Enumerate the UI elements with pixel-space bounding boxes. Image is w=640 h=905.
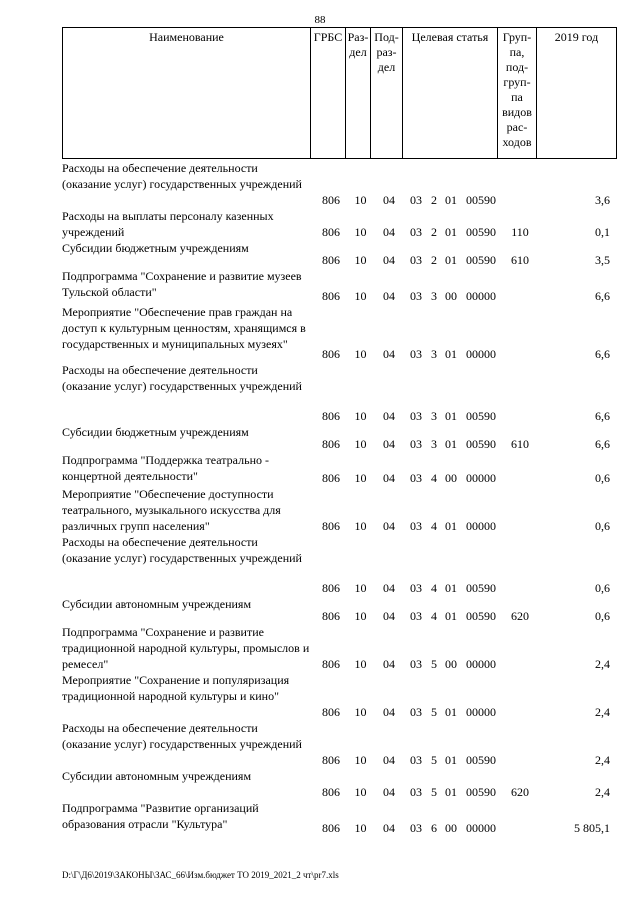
row-name: Подпрограмма "Поддержка театрально - концертной деятельности": [62, 453, 269, 483]
row-target-subprogram: 5: [431, 753, 437, 767]
row-target-event: 01: [445, 581, 457, 595]
row-target-program: 03: [410, 705, 422, 719]
row-target-program: 03: [410, 657, 422, 671]
row-target-event: 01: [445, 519, 457, 533]
row-target-direction: 00590: [466, 225, 496, 239]
row-grbs: 806: [322, 289, 340, 303]
row-target-direction: 00590: [466, 785, 496, 799]
file-path-footer: D:\Г\Д6\2019\ЗАКОНЫ\ЗАС_66\Изм.бюджет ТО 2019_2021_2 чт\pr7.xls: [62, 870, 339, 880]
row-target-subprogram: 3: [431, 437, 437, 451]
row-razdel: 10: [354, 821, 367, 835]
row-podrazdel: 04: [383, 753, 395, 767]
row-target-subprogram: 4: [431, 581, 437, 595]
row-razdel: 10: [354, 253, 367, 267]
header-vid: Груп- па, под- груп- па видов рас- ходов: [498, 28, 537, 159]
row-amount: 2,4: [595, 657, 610, 671]
row-expense-type: [501, 486, 539, 534]
row-name: Расходы на обеспечение деятельности (оказание услуг) государственных учреждений: [62, 363, 302, 393]
row-amount: 2,4: [595, 705, 610, 719]
row-target-subprogram: 2: [431, 253, 437, 267]
row-name: Расходы на обеспечение деятельности (оказание услуг) государственных учреждений: [62, 161, 302, 191]
row-target-subprogram: 3: [431, 289, 437, 303]
row-podrazdel: 04: [383, 471, 395, 485]
header-podrazdel: Под- раз- дел: [371, 28, 403, 159]
row-podrazdel: 04: [383, 657, 395, 671]
row-name: Подпрограмма "Сохранение и развитие музеев Тульской области": [62, 269, 302, 299]
row-amount: 0,6: [595, 581, 610, 595]
row-amount: 2,4: [595, 785, 610, 799]
table-row: [62, 208, 616, 240]
row-target-event: 01: [445, 347, 457, 361]
row-expense-type: [501, 362, 539, 424]
row-target-event: 01: [445, 193, 457, 207]
row-target-direction: 00590: [466, 193, 496, 207]
row-target-event: 01: [445, 409, 457, 423]
row-target-event: 00: [445, 471, 457, 485]
row-grbs: 806: [322, 225, 340, 239]
table-row: [62, 486, 616, 534]
row-podrazdel: 04: [383, 253, 395, 267]
table-row: [62, 362, 616, 424]
row-expense-type: [501, 534, 539, 596]
row-target-subprogram: 5: [431, 705, 437, 719]
row-name: Субсидии бюджетным учреждениям: [62, 425, 249, 439]
row-podrazdel: 04: [383, 609, 395, 623]
row-target-subprogram: 5: [431, 657, 437, 671]
table-row: [62, 534, 616, 596]
row-razdel: 10: [354, 753, 367, 767]
table-header: [62, 27, 617, 159]
row-expense-type: [501, 672, 539, 720]
row-grbs: 806: [322, 253, 340, 267]
row-target-program: 03: [410, 609, 422, 623]
row-grbs: 806: [322, 753, 340, 767]
row-target-direction: 00000: [466, 657, 496, 671]
row-amount: 3,6: [595, 193, 610, 207]
row-target-event: 01: [445, 785, 457, 799]
row-target-direction: 00000: [466, 289, 496, 303]
row-expense-type: 620: [511, 609, 529, 623]
row-target-direction: 00590: [466, 437, 496, 451]
table-row: [62, 596, 616, 624]
header-razdel: Раз- дел: [346, 28, 371, 159]
row-target-event: 00: [445, 289, 457, 303]
row-target-direction: 00000: [466, 347, 496, 361]
row-target-event: 00: [445, 821, 457, 835]
table-row: [62, 160, 616, 208]
row-razdel: 10: [354, 581, 367, 595]
row-razdel: 10: [354, 193, 367, 207]
row-grbs: 806: [322, 437, 340, 451]
row-podrazdel: 04: [383, 409, 395, 423]
row-target-program: 03: [410, 289, 422, 303]
header-grbs: ГРБС: [311, 28, 346, 159]
row-razdel: 10: [354, 225, 367, 239]
row-amount: 5 805,1: [574, 821, 610, 835]
row-expense-type: 620: [511, 785, 529, 799]
row-razdel: 10: [354, 289, 367, 303]
row-amount: 3,5: [595, 253, 610, 267]
row-razdel: 10: [354, 347, 367, 361]
row-expense-type: 110: [511, 225, 529, 239]
row-razdel: 10: [354, 471, 367, 485]
row-expense-type: [501, 160, 539, 208]
header-target: Целевая статья: [403, 28, 498, 159]
row-target-program: 03: [410, 347, 422, 361]
row-target-subprogram: 4: [431, 519, 437, 533]
row-podrazdel: 04: [383, 705, 395, 719]
row-name: Субсидии бюджетным учреждениям: [62, 241, 249, 255]
row-target-event: 01: [445, 753, 457, 767]
row-target-subprogram: 3: [431, 347, 437, 361]
row-target-program: 03: [410, 225, 422, 239]
row-target-subprogram: 5: [431, 785, 437, 799]
row-expense-type: [501, 624, 539, 672]
row-amount: 0,6: [595, 519, 610, 533]
table-row: [62, 240, 616, 268]
row-target-event: 01: [445, 437, 457, 451]
row-razdel: 10: [354, 657, 367, 671]
row-target-direction: 00000: [466, 519, 496, 533]
row-podrazdel: 04: [383, 821, 395, 835]
row-amount: 6,6: [595, 437, 610, 451]
row-grbs: 806: [322, 347, 340, 361]
table-row: [62, 768, 616, 800]
row-amount: 0,6: [595, 609, 610, 623]
row-name: Расходы на обеспечение деятельности (оказание услуг) государственных учреждений: [62, 535, 302, 565]
table-row: [62, 672, 616, 720]
row-grbs: 806: [322, 785, 340, 799]
row-target-event: 01: [445, 253, 457, 267]
row-target-program: 03: [410, 581, 422, 595]
row-amount: 6,6: [595, 347, 610, 361]
row-target-program: 03: [410, 471, 422, 485]
row-podrazdel: 04: [383, 193, 395, 207]
row-grbs: 806: [322, 657, 340, 671]
row-expense-type: [501, 452, 539, 486]
row-target-event: 00: [445, 657, 457, 671]
row-target-direction: 00000: [466, 471, 496, 485]
row-target-program: 03: [410, 519, 422, 533]
row-podrazdel: 04: [383, 519, 395, 533]
row-expense-type: [501, 720, 539, 768]
table-row: [62, 268, 616, 304]
row-razdel: 10: [354, 409, 367, 423]
row-amount: 2,4: [595, 753, 610, 767]
row-target-direction: 00000: [466, 821, 496, 835]
row-target-direction: 00590: [466, 753, 496, 767]
row-podrazdel: 04: [383, 347, 395, 361]
row-target-subprogram: 4: [431, 471, 437, 485]
table-row: [62, 424, 616, 452]
table-row: [62, 800, 616, 836]
row-amount: 0,6: [595, 471, 610, 485]
header-name: Наименование: [63, 28, 311, 159]
row-grbs: 806: [322, 519, 340, 533]
row-target-program: 03: [410, 821, 422, 835]
budget-table: [62, 160, 616, 836]
row-target-program: 03: [410, 785, 422, 799]
row-grbs: 806: [322, 705, 340, 719]
row-expense-type: [501, 800, 539, 836]
row-target-event: 01: [445, 705, 457, 719]
row-grbs: 806: [322, 609, 340, 623]
row-razdel: 10: [354, 519, 367, 533]
row-podrazdel: 04: [383, 581, 395, 595]
row-amount: 0,1: [595, 225, 610, 239]
row-podrazdel: 04: [383, 785, 395, 799]
row-target-subprogram: 2: [431, 225, 437, 239]
row-grbs: 806: [322, 409, 340, 423]
row-target-program: 03: [410, 409, 422, 423]
row-target-subprogram: 3: [431, 409, 437, 423]
row-name: Расходы на выплаты персоналу казенных учреждений: [62, 209, 274, 239]
row-expense-type: [501, 268, 539, 304]
row-name: Подпрограмма "Сохранение и развитие традиционной народной культуры, промыслов и ремесел": [62, 625, 310, 671]
row-podrazdel: 04: [383, 225, 395, 239]
row-razdel: 10: [354, 705, 367, 719]
row-grbs: 806: [322, 581, 340, 595]
row-name: Подпрограмма "Развитие организаций образования отрасли "Культура": [62, 801, 259, 831]
row-target-direction: 00590: [466, 253, 496, 267]
row-target-program: 03: [410, 437, 422, 451]
row-target-program: 03: [410, 193, 422, 207]
row-name: Мероприятие "Обеспечение доступности театрального, музыкального искусства для различных групп населения": [62, 487, 281, 533]
row-name: Субсидии автономным учреждениям: [62, 597, 252, 611]
row-amount: 6,6: [595, 409, 610, 423]
table-row: [62, 624, 616, 672]
row-target-subprogram: 6: [431, 821, 437, 835]
row-target-program: 03: [410, 253, 422, 267]
page-number: 88: [314, 14, 326, 26]
table-row: [62, 720, 616, 768]
row-target-direction: 00590: [466, 409, 496, 423]
row-target-subprogram: 4: [431, 609, 437, 623]
row-razdel: 10: [354, 785, 367, 799]
row-name: Мероприятие "Сохранение и популяризация традиционной народной культуры и кино": [62, 673, 290, 703]
row-razdel: 10: [354, 437, 367, 451]
row-name: Расходы на обеспечение деятельности (оказание услуг) государственных учреждений: [62, 721, 302, 751]
row-razdel: 10: [354, 609, 367, 623]
row-expense-type: [501, 304, 539, 362]
table-row: [62, 452, 616, 486]
row-podrazdel: 04: [383, 289, 395, 303]
row-grbs: 806: [322, 821, 340, 835]
row-expense-type: 610: [511, 253, 529, 267]
row-target-direction: 00000: [466, 705, 496, 719]
row-target-event: 01: [445, 609, 457, 623]
row-grbs: 806: [322, 471, 340, 485]
row-grbs: 806: [322, 193, 340, 207]
row-target-direction: 00590: [466, 609, 496, 623]
row-expense-type: 610: [511, 437, 529, 451]
row-podrazdel: 04: [383, 437, 395, 451]
row-target-program: 03: [410, 753, 422, 767]
row-amount: 6,6: [595, 289, 610, 303]
row-name: Субсидии автономным учреждениям: [62, 769, 252, 783]
row-target-subprogram: 2: [431, 193, 437, 207]
row-target-direction: 00590: [466, 581, 496, 595]
table-row: [62, 304, 616, 362]
row-target-event: 01: [445, 225, 457, 239]
row-name: Мероприятие "Обеспечение прав граждан на доступ к культурным ценностям, хранящимся в государственных и муниципальных музеях": [62, 305, 306, 351]
header-year: 2019 год: [537, 28, 617, 159]
